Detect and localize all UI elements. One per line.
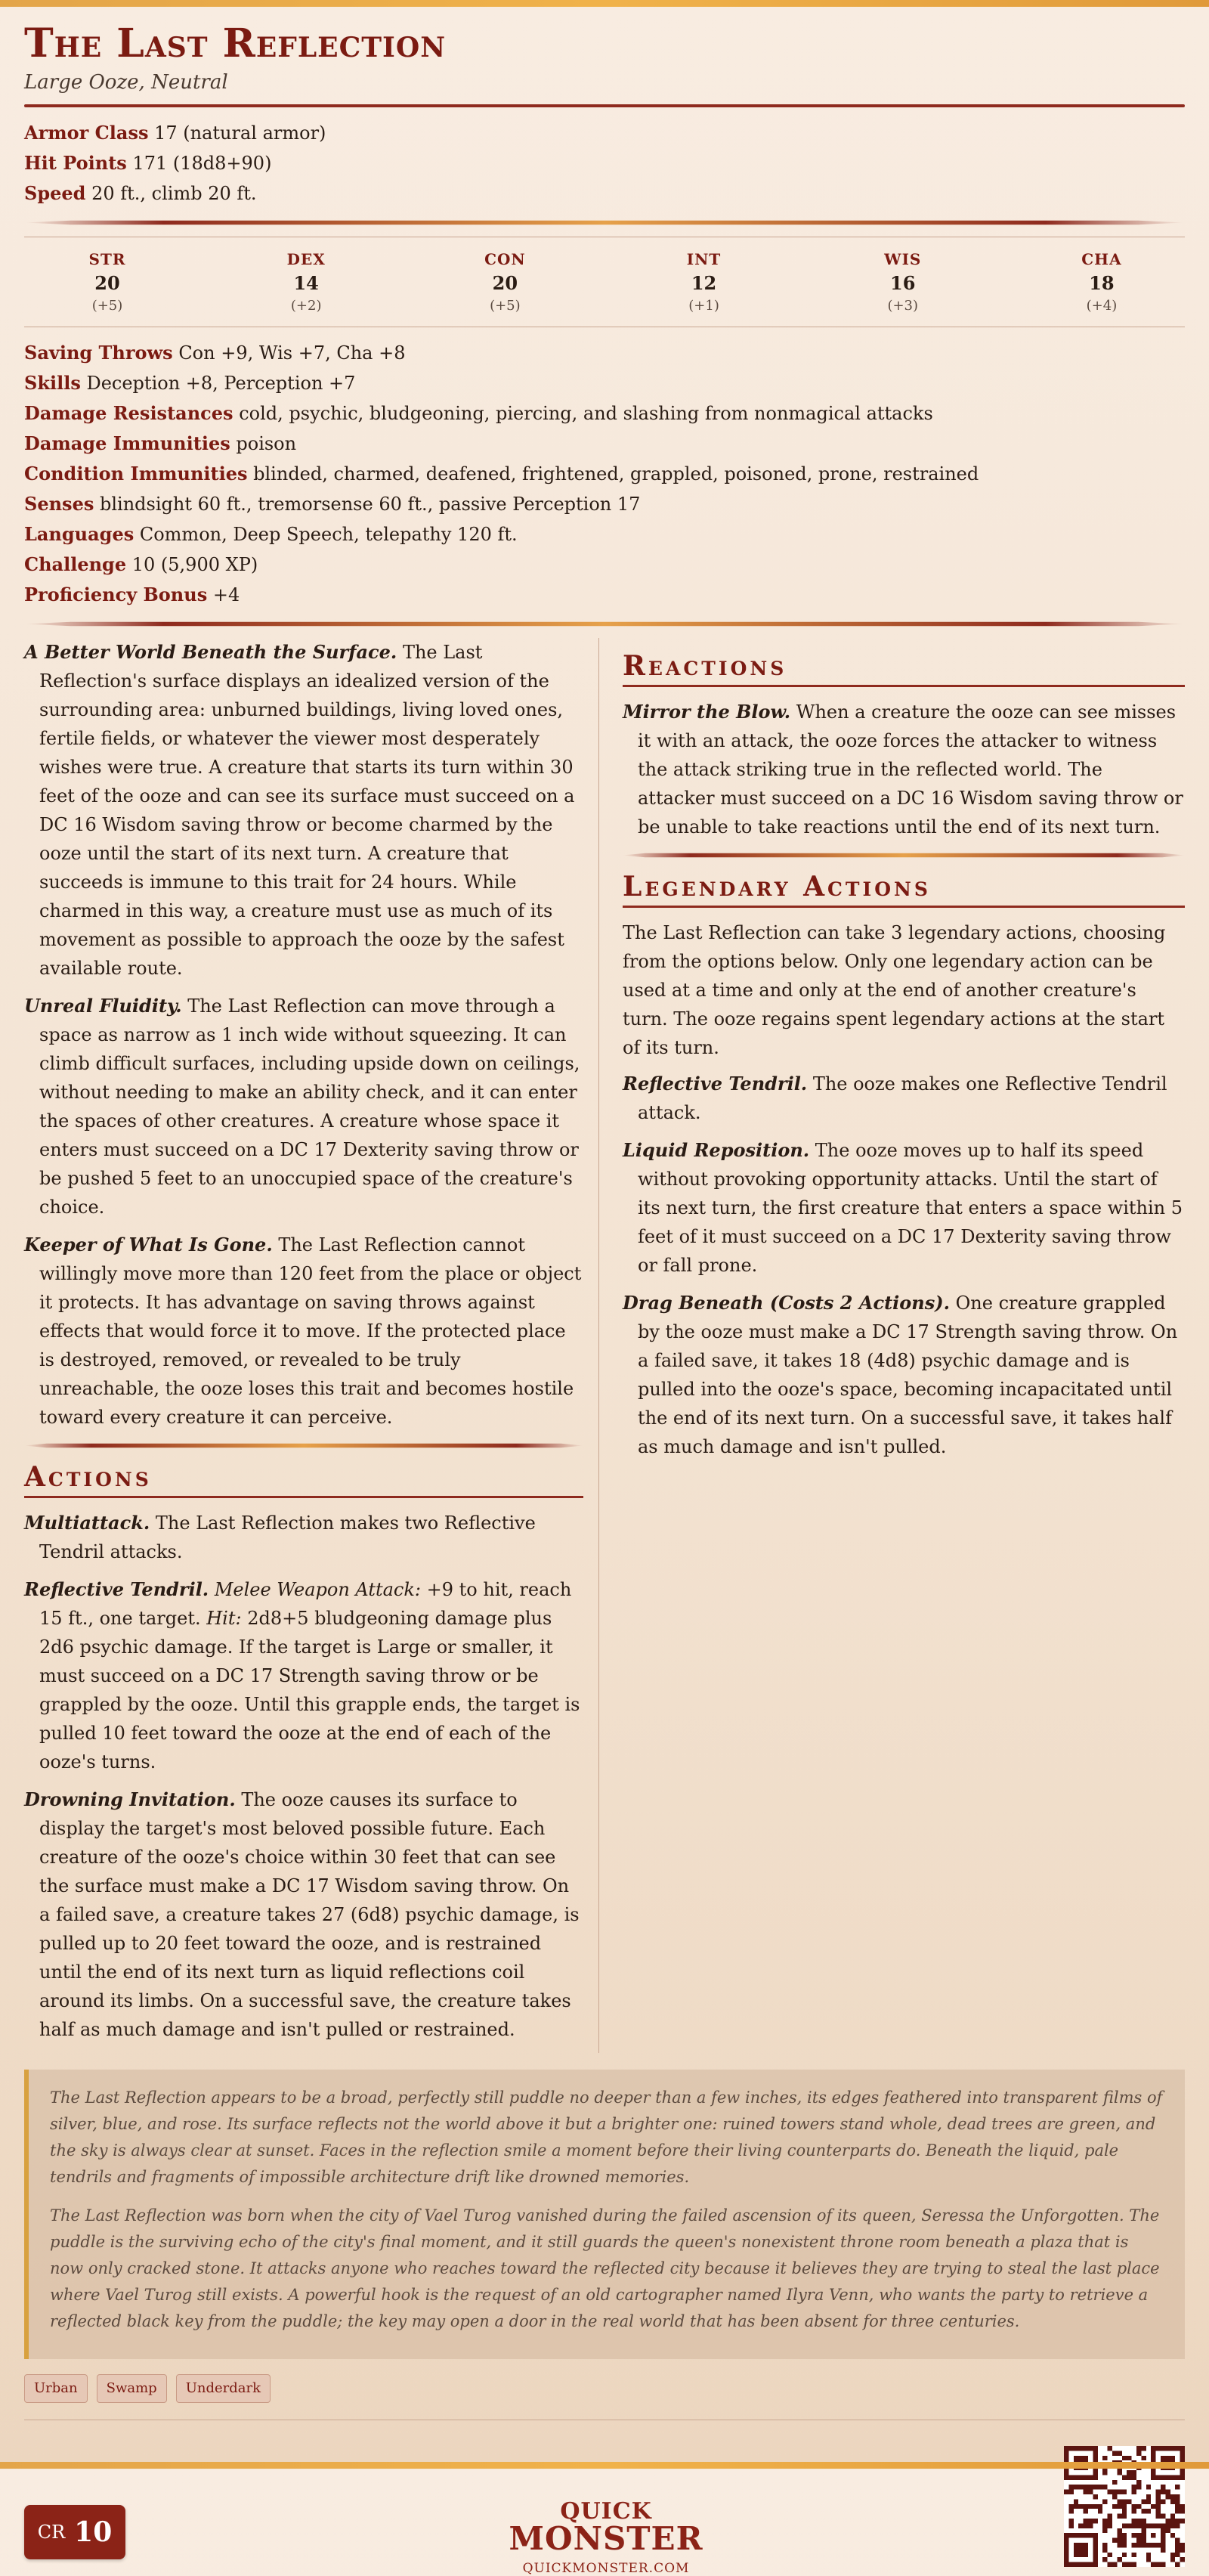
- saving-throws: Saving Throws Con +9, Wis +7, Cha +8: [24, 342, 406, 364]
- ability-scores: [24, 237, 1185, 327]
- two-column-body: [24, 638, 1185, 2053]
- top-accent-bar: [0, 0, 1209, 7]
- stat-block: [24, 18, 1185, 2576]
- damage-resistances: Damage Resistances cold, psychic, bludgeoning, piercing, and slashing from nonmagical attacks: [24, 402, 933, 424]
- ability-int: INT 12 (+1): [686, 250, 722, 314]
- damage-immunities: Damage Immunities poison: [24, 432, 297, 454]
- reaction-mirror-the-blow: Mirror the Blow. When a creature the ooze can see misses it with an attack, the ooze forces the attacker to witness the attack striking true in the reflected world. The attacker must succeed on a DC 16 Wisdom saving throw or be unable to take reactions until the end of its next turn.: [623, 701, 1183, 838]
- left-column: [24, 638, 599, 2053]
- lore-box: [24, 2070, 1185, 2359]
- monster-type: Large Ooze, Neutral: [24, 71, 228, 94]
- action-drowning-invitation: Drowning Invitation. The ooze causes its surface to display the target's most beloved possible future. Each creature of the ooze's choice within 30 feet that can see the surface must make a DC 17 Wisdom saving throw. On a failed save, a creature takes 27 (6d8) psychic damage, is pulled up to 20 feet toward the ooze, and is restrained until the end of its next turn as liquid reflections coil around its limbs. On a successful save, the creature takes half as much damage and isn't pulled or restrained.: [24, 1788, 580, 2040]
- lore-paragraph: The Last Reflection appears to be a broad, perfectly still puddle no deeper than a few inches, its edges feathered into transparent films of silver, blue, and rose. Its surface reflects not the world above it but a brighter one: ruined towers stand whole, dead trees are green, and the sky is always clear at sunset. Faces in the reflection smile a moment before their living counterparts do. Beneath the liquid, pale tendrils and fragments of impossible architecture drift like drowned memories.: [50, 2088, 1163, 2186]
- condition-immunities: Condition Immunities blinded, charmed, deafened, frightened, grappled, poisoned, prone, restrained: [24, 463, 979, 485]
- legendary-heading: Legendary Actions: [623, 869, 1185, 908]
- divider: [24, 621, 1185, 627]
- armor-class: Armor Class 17 (natural armor): [24, 122, 326, 144]
- senses: Senses blindsight 60 ft., tremorsense 60 ft., passive Perception 17: [24, 493, 641, 515]
- challenge: Challenge 10 (5,900 XP): [24, 553, 258, 575]
- hit-points: Hit Points 171 (18d8+90): [24, 152, 272, 174]
- action-multiattack: Multiattack. The Last Reflection makes two Reflective Tendril attacks.: [24, 1512, 536, 1562]
- tag-urban[interactable]: Urban: [24, 2374, 88, 2403]
- right-column: [623, 638, 1185, 2053]
- ability-cha: CHA 18 (+4): [1081, 250, 1122, 314]
- trait-unreal-fluidity: Unreal Fluidity. The Last Reflection can move through a space as narrow as 1 inch wide without squeezing. It can climb difficult surfaces, including upside down on ceilings, without needing to make an ability check, and it can enter the spaces of other creatures. A creature whose space it enters must succeed on a DC 17 Dexterity saving throw or be pushed 5 feet to an unoccupied space of the creature's choice.: [24, 995, 580, 1218]
- ability-str: STR 20 (+5): [88, 250, 126, 314]
- ability-con: CON 20 (+5): [484, 250, 526, 314]
- divider: [24, 1442, 583, 1449]
- ability-dex: DEX 14 (+2): [286, 250, 326, 314]
- tag-underdark[interactable]: Underdark: [176, 2374, 271, 2403]
- trait-keeper: Keeper of What Is Gone. The Last Reflection cannot willingly move more than 120 feet from the place or object it protects. It has advantage on saving throws against effects that would force it to move. If the protected place is destroyed, removed, or revealed to be truly unreachable, the ooze loses this trait and becomes hostile toward every creature it can perceive.: [24, 1234, 582, 1428]
- legendary-drag-beneath: Drag Beneath (Costs 2 Actions). One creature grappled by the ooze must make a DC 17 Strength saving throw. On a failed save, it takes 18 (4d8) psychic damage and is pulled into the ooze's space, becoming incapacitated until the end of its next turn. On a successful save, it takes half as much damage and isn't pulled.: [623, 1292, 1178, 1457]
- bottom-accent-bar: [0, 2462, 1209, 2469]
- trait-better-world: A Better World Beneath the Surface. The Last Reflection's surface displays an idealized version of the surrounding area: unburned buildings, living loved ones, fertile fields, or whatever the viewer most desperately wishes were true. A creature that starts its turn within 30 feet of the ooze and can see its surface must succeed on a DC 16 Wisdom saving throw or become charmed by the ooze until the start of its next turn. A creature that succeeds is immune to this trait for 24 hours. While charmed in this way, a creature must use as much of its movement as possible to approach the ooze by the safest available route.: [24, 641, 575, 979]
- logo-url: QUICKMONSTER.COM: [522, 2561, 690, 2576]
- footer: [24, 2431, 1185, 2576]
- reactions-heading: Reactions: [623, 649, 1185, 687]
- legendary-reflective-tendril: Reflective Tendril. The ooze makes one Reflective Tendril attack.: [623, 1073, 1167, 1123]
- lore-paragraph: The Last Reflection was born when the city of Vael Turog vanished during the failed ascension of its queen, Seressa the Unforgotten. The puddle is the surviving echo of the city's final moment, and it still guards the queen's nonexistent throne room beneath a plaza that is now only cracked stone. It attacks anyone who reaches toward the reflected city because it believes they are trying to steal the last place where Vael Turog still exists. A powerful hook is the request of an old cartographer named Ilyra Venn, who wants the party to retrieve a reflected black key from the puddle; the key may open a door in the real world that has been absent for three centuries.: [50, 2206, 1160, 2330]
- divider: [24, 219, 1185, 226]
- action-reflective-tendril: Reflective Tendril. Melee Weapon Attack: +9 to hit, reach 15 ft., one target. Hit: 2d8+5 bludgeoning damage plus 2d6 psychic damage. If the target is Large or smaller, it must succeed on a DC 17 Strength saving throw or be grappled by the ooze. Until this grapple ends, the target is pulled 10 feet toward the ooze at the end of each of the ooze's turns.: [24, 1578, 580, 1773]
- ability-wis: WIS 16 (+3): [884, 250, 922, 314]
- tag-list: [24, 2374, 1185, 2403]
- details: [24, 338, 1185, 610]
- skills: Skills Deception +8, Perception +7: [24, 372, 356, 394]
- legendary-intro: The Last Reflection can take 3 legendary actions, choosing from the options below. Only one legendary action can be used at a time and only at the end of another creature's turn. The ooze regains spent legendary actions at the start of its turn.: [623, 922, 1166, 1058]
- speed: Speed 20 ft., climb 20 ft.: [24, 182, 257, 204]
- proficiency-bonus: Proficiency Bonus +4: [24, 584, 240, 605]
- core-stats: [24, 118, 1185, 209]
- languages: Languages Common, Deep Speech, telepathy 120 ft.: [24, 523, 518, 545]
- monster-name: The Last Reflection: [24, 20, 447, 67]
- header-rule: [24, 104, 1185, 107]
- legendary-liquid-reposition: Liquid Reposition. The ooze moves up to half its speed without provoking opportunity attacks. Until the start of its next turn, the first creature that enters a space within 5 feet of it must succeed on a DC 17 Dexterity saving throw or fall prone.: [623, 1139, 1183, 1276]
- cr-badge: CR 10: [24, 2505, 125, 2559]
- tag-swamp[interactable]: Swamp: [97, 2374, 167, 2403]
- divider: [623, 852, 1185, 859]
- quickmonster-logo[interactable]: QUICK MONSTER QUICKMONSTER.COM: [500, 2500, 712, 2576]
- actions-heading: Actions: [24, 1460, 583, 1498]
